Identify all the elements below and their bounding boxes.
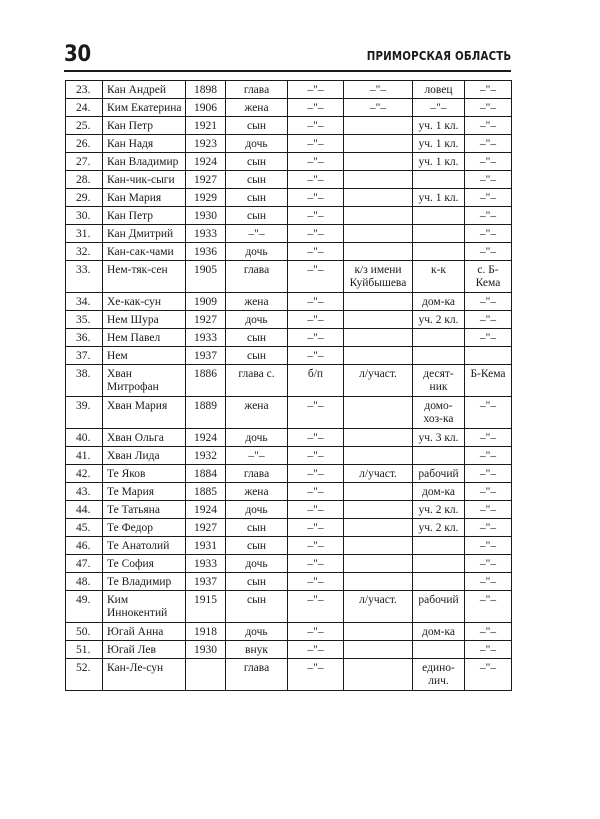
row-number-cell: 44. bbox=[66, 501, 103, 519]
birth-year-cell: 1937 bbox=[186, 347, 226, 365]
birth-year-cell: 1905 bbox=[186, 261, 226, 293]
occupation-cell: уч. 1 кл. bbox=[413, 153, 465, 171]
workplace-cell bbox=[344, 537, 413, 555]
relation-cell: –"– bbox=[226, 447, 288, 465]
party-cell: –"– bbox=[288, 99, 344, 117]
table-row bbox=[66, 623, 512, 641]
row-number-cell: 27. bbox=[66, 153, 103, 171]
party-cell: –"– bbox=[288, 153, 344, 171]
name-cell: Ким Иннокентий bbox=[103, 591, 186, 623]
name-cell: Кан Дмитрий bbox=[103, 225, 186, 243]
workplace-cell bbox=[344, 555, 413, 573]
row-number-cell: 40. bbox=[66, 429, 103, 447]
residence-cell: –"– bbox=[465, 397, 512, 429]
occupation-cell: рабочий bbox=[413, 591, 465, 623]
residence-cell: –"– bbox=[465, 537, 512, 555]
row-number-cell: 30. bbox=[66, 207, 103, 225]
residence-cell: –"– bbox=[465, 311, 512, 329]
relation-cell: сын bbox=[226, 171, 288, 189]
party-cell: –"– bbox=[288, 81, 344, 99]
name-cell: Кан Петр bbox=[103, 117, 186, 135]
relation-cell: жена bbox=[226, 483, 288, 501]
page-title: ПРИМОРСКАЯ ОБЛАСТЬ bbox=[366, 48, 511, 63]
residence-cell: –"– bbox=[465, 483, 512, 501]
row-number-cell: 23. bbox=[66, 81, 103, 99]
row-number-cell: 37. bbox=[66, 347, 103, 365]
table-row bbox=[66, 429, 512, 447]
occupation-cell bbox=[413, 573, 465, 591]
workplace-cell bbox=[344, 347, 413, 365]
name-cell: Хе-как-сун bbox=[103, 293, 186, 311]
party-cell: –"– bbox=[288, 483, 344, 501]
relation-cell: –"– bbox=[226, 225, 288, 243]
party-cell: –"– bbox=[288, 641, 344, 659]
party-cell: –"– bbox=[288, 171, 344, 189]
party-cell: –"– bbox=[288, 311, 344, 329]
residence-cell bbox=[465, 347, 512, 365]
birth-year-cell: 1923 bbox=[186, 135, 226, 153]
occupation-cell: десят-ник bbox=[413, 365, 465, 397]
row-number-cell: 31. bbox=[66, 225, 103, 243]
name-cell: Те Татьяна bbox=[103, 501, 186, 519]
occupation-cell bbox=[413, 447, 465, 465]
table-row bbox=[66, 225, 512, 243]
relation-cell: дочь bbox=[226, 243, 288, 261]
table-row bbox=[66, 207, 512, 225]
party-cell: –"– bbox=[288, 555, 344, 573]
birth-year-cell: 1927 bbox=[186, 519, 226, 537]
residence-cell: –"– bbox=[465, 225, 512, 243]
party-cell: –"– bbox=[288, 329, 344, 347]
row-number-cell: 29. bbox=[66, 189, 103, 207]
birth-year-cell: 1889 bbox=[186, 397, 226, 429]
party-cell: б/п bbox=[288, 365, 344, 397]
workplace-cell bbox=[344, 623, 413, 641]
table-row bbox=[66, 329, 512, 347]
residence-cell: –"– bbox=[465, 429, 512, 447]
birth-year-cell: 1906 bbox=[186, 99, 226, 117]
birth-year-cell: 1898 bbox=[186, 81, 226, 99]
relation-cell: глава с. bbox=[226, 365, 288, 397]
workplace-cell bbox=[344, 225, 413, 243]
residence-cell: Б-Кема bbox=[465, 365, 512, 397]
row-number-cell: 46. bbox=[66, 537, 103, 555]
relation-cell: сын bbox=[226, 591, 288, 623]
workplace-cell bbox=[344, 573, 413, 591]
birth-year-cell: 1933 bbox=[186, 555, 226, 573]
workplace-cell bbox=[344, 501, 413, 519]
birth-year-cell: 1886 bbox=[186, 365, 226, 397]
birth-year-cell: 1933 bbox=[186, 225, 226, 243]
row-number-cell: 32. bbox=[66, 243, 103, 261]
party-cell: –"– bbox=[288, 447, 344, 465]
birth-year-cell: 1936 bbox=[186, 243, 226, 261]
workplace-cell bbox=[344, 311, 413, 329]
birth-year-cell bbox=[186, 659, 226, 691]
party-cell: –"– bbox=[288, 293, 344, 311]
residence-cell: –"– bbox=[465, 329, 512, 347]
workplace-cell: к/з имени Куйбышева bbox=[344, 261, 413, 293]
table-row bbox=[66, 555, 512, 573]
birth-year-cell: 1884 bbox=[186, 465, 226, 483]
workplace-cell: л/участ. bbox=[344, 591, 413, 623]
residence-cell: –"– bbox=[465, 447, 512, 465]
party-cell: –"– bbox=[288, 429, 344, 447]
row-number-cell: 49. bbox=[66, 591, 103, 623]
residence-cell: –"– bbox=[465, 501, 512, 519]
name-cell: Нем Павел bbox=[103, 329, 186, 347]
birth-year-cell: 1930 bbox=[186, 641, 226, 659]
name-cell: Кан Мария bbox=[103, 189, 186, 207]
name-cell: Нем Шура bbox=[103, 311, 186, 329]
relation-cell: сын bbox=[226, 153, 288, 171]
birth-year-cell: 1933 bbox=[186, 329, 226, 347]
party-cell: –"– bbox=[288, 189, 344, 207]
residence-cell: –"– bbox=[465, 623, 512, 641]
occupation-cell bbox=[413, 329, 465, 347]
relation-cell: сын bbox=[226, 329, 288, 347]
residence-cell: –"– bbox=[465, 591, 512, 623]
table-row bbox=[66, 465, 512, 483]
row-number-cell: 36. bbox=[66, 329, 103, 347]
row-number-cell: 38. bbox=[66, 365, 103, 397]
relation-cell: дочь bbox=[226, 311, 288, 329]
party-cell: –"– bbox=[288, 623, 344, 641]
workplace-cell bbox=[344, 659, 413, 691]
residence-cell: –"– bbox=[465, 293, 512, 311]
occupation-cell: уч. 1 кл. bbox=[413, 135, 465, 153]
occupation-cell bbox=[413, 243, 465, 261]
relation-cell: дочь bbox=[226, 135, 288, 153]
workplace-cell bbox=[344, 243, 413, 261]
party-cell: –"– bbox=[288, 243, 344, 261]
name-cell: Югай Лев bbox=[103, 641, 186, 659]
table-row bbox=[66, 171, 512, 189]
party-cell: –"– bbox=[288, 397, 344, 429]
relation-cell: жена bbox=[226, 397, 288, 429]
residence-cell: –"– bbox=[465, 641, 512, 659]
residence-cell: –"– bbox=[465, 465, 512, 483]
table-row bbox=[66, 261, 512, 293]
birth-year-cell: 1924 bbox=[186, 501, 226, 519]
workplace-cell bbox=[344, 429, 413, 447]
residence-cell: –"– bbox=[465, 207, 512, 225]
name-cell: Хван Мария bbox=[103, 397, 186, 429]
table-row bbox=[66, 99, 512, 117]
row-number-cell: 47. bbox=[66, 555, 103, 573]
workplace-cell bbox=[344, 519, 413, 537]
row-number-cell: 45. bbox=[66, 519, 103, 537]
relation-cell: дочь bbox=[226, 429, 288, 447]
table-row bbox=[66, 591, 512, 623]
relation-cell: сын bbox=[226, 207, 288, 225]
party-cell: –"– bbox=[288, 465, 344, 483]
row-number-cell: 43. bbox=[66, 483, 103, 501]
residence-cell: –"– bbox=[465, 153, 512, 171]
birth-year-cell: 1929 bbox=[186, 189, 226, 207]
birth-year-cell: 1924 bbox=[186, 153, 226, 171]
census-table-body bbox=[66, 81, 512, 691]
table-row bbox=[66, 117, 512, 135]
name-cell: Кан-Ле-сун bbox=[103, 659, 186, 691]
row-number-cell: 33. bbox=[66, 261, 103, 293]
table-row bbox=[66, 537, 512, 555]
row-number-cell: 48. bbox=[66, 573, 103, 591]
occupation-cell: уч. 2 кл. bbox=[413, 519, 465, 537]
name-cell: Югай Анна bbox=[103, 623, 186, 641]
row-number-cell: 42. bbox=[66, 465, 103, 483]
party-cell: –"– bbox=[288, 573, 344, 591]
name-cell: Те Мария bbox=[103, 483, 186, 501]
name-cell: Кан Владимир bbox=[103, 153, 186, 171]
relation-cell: сын bbox=[226, 189, 288, 207]
occupation-cell: уч. 2 кл. bbox=[413, 501, 465, 519]
name-cell: Ким Екатерина bbox=[103, 99, 186, 117]
row-number-cell: 34. bbox=[66, 293, 103, 311]
name-cell: Те Яков bbox=[103, 465, 186, 483]
relation-cell: дочь bbox=[226, 623, 288, 641]
table-row bbox=[66, 311, 512, 329]
workplace-cell bbox=[344, 329, 413, 347]
occupation-cell: уч. 1 кл. bbox=[413, 189, 465, 207]
relation-cell: глава bbox=[226, 465, 288, 483]
party-cell: –"– bbox=[288, 261, 344, 293]
table-row bbox=[66, 153, 512, 171]
relation-cell: жена bbox=[226, 293, 288, 311]
occupation-cell: –"– bbox=[413, 99, 465, 117]
occupation-cell: уч. 3 кл. bbox=[413, 429, 465, 447]
row-number-cell: 24. bbox=[66, 99, 103, 117]
residence-cell: –"– bbox=[465, 519, 512, 537]
occupation-cell bbox=[413, 207, 465, 225]
birth-year-cell: 1927 bbox=[186, 311, 226, 329]
row-number-cell: 25. bbox=[66, 117, 103, 135]
workplace-cell bbox=[344, 207, 413, 225]
birth-year-cell: 1909 bbox=[186, 293, 226, 311]
occupation-cell: уч. 1 кл. bbox=[413, 117, 465, 135]
table-row bbox=[66, 483, 512, 501]
name-cell: Кан-чик-сыги bbox=[103, 171, 186, 189]
relation-cell: сын bbox=[226, 537, 288, 555]
occupation-cell: дом-ка bbox=[413, 623, 465, 641]
residence-cell: –"– bbox=[465, 573, 512, 591]
relation-cell: сын bbox=[226, 347, 288, 365]
table-row bbox=[66, 641, 512, 659]
relation-cell: дочь bbox=[226, 501, 288, 519]
census-table bbox=[65, 80, 512, 691]
table-row bbox=[66, 659, 512, 691]
name-cell: Кан Андрей bbox=[103, 81, 186, 99]
row-number-cell: 41. bbox=[66, 447, 103, 465]
name-cell: Те Анатолий bbox=[103, 537, 186, 555]
workplace-cell: л/участ. bbox=[344, 465, 413, 483]
relation-cell: глава bbox=[226, 659, 288, 691]
residence-cell: –"– bbox=[465, 81, 512, 99]
party-cell: –"– bbox=[288, 501, 344, 519]
birth-year-cell: 1931 bbox=[186, 537, 226, 555]
table-row bbox=[66, 135, 512, 153]
occupation-cell: рабочий bbox=[413, 465, 465, 483]
table-row bbox=[66, 447, 512, 465]
row-number-cell: 51. bbox=[66, 641, 103, 659]
occupation-cell bbox=[413, 555, 465, 573]
workplace-cell bbox=[344, 117, 413, 135]
name-cell: Нем bbox=[103, 347, 186, 365]
occupation-cell bbox=[413, 171, 465, 189]
name-cell: Кан Петр bbox=[103, 207, 186, 225]
name-cell: Хван Ольга bbox=[103, 429, 186, 447]
workplace-cell: –"– bbox=[344, 81, 413, 99]
occupation-cell bbox=[413, 641, 465, 659]
workplace-cell bbox=[344, 153, 413, 171]
occupation-cell: уч. 2 кл. bbox=[413, 311, 465, 329]
party-cell: –"– bbox=[288, 347, 344, 365]
name-cell: Те Федор bbox=[103, 519, 186, 537]
party-cell: –"– bbox=[288, 207, 344, 225]
relation-cell: глава bbox=[226, 261, 288, 293]
table-row bbox=[66, 573, 512, 591]
name-cell: Хван Митрофан bbox=[103, 365, 186, 397]
residence-cell: –"– bbox=[465, 555, 512, 573]
party-cell: –"– bbox=[288, 117, 344, 135]
relation-cell: внук bbox=[226, 641, 288, 659]
workplace-cell bbox=[344, 171, 413, 189]
birth-year-cell: 1930 bbox=[186, 207, 226, 225]
header-rule bbox=[64, 70, 511, 72]
row-number-cell: 35. bbox=[66, 311, 103, 329]
workplace-cell bbox=[344, 189, 413, 207]
occupation-cell bbox=[413, 347, 465, 365]
page-number: 30 bbox=[64, 42, 91, 67]
table-row bbox=[66, 347, 512, 365]
name-cell: Хван Лида bbox=[103, 447, 186, 465]
party-cell: –"– bbox=[288, 519, 344, 537]
page-header bbox=[64, 40, 511, 72]
occupation-cell bbox=[413, 537, 465, 555]
workplace-cell bbox=[344, 483, 413, 501]
residence-cell: с. Б-Кема bbox=[465, 261, 512, 293]
row-number-cell: 28. bbox=[66, 171, 103, 189]
workplace-cell bbox=[344, 447, 413, 465]
residence-cell: –"– bbox=[465, 117, 512, 135]
party-cell: –"– bbox=[288, 537, 344, 555]
residence-cell: –"– bbox=[465, 659, 512, 691]
workplace-cell bbox=[344, 293, 413, 311]
table-row bbox=[66, 365, 512, 397]
birth-year-cell: 1932 bbox=[186, 447, 226, 465]
row-number-cell: 52. bbox=[66, 659, 103, 691]
name-cell: Кан Надя bbox=[103, 135, 186, 153]
relation-cell: сын bbox=[226, 573, 288, 591]
party-cell: –"– bbox=[288, 225, 344, 243]
name-cell: Те Владимир bbox=[103, 573, 186, 591]
table-row bbox=[66, 397, 512, 429]
row-number-cell: 26. bbox=[66, 135, 103, 153]
occupation-cell: домо-хоз-ка bbox=[413, 397, 465, 429]
party-cell: –"– bbox=[288, 135, 344, 153]
birth-year-cell: 1924 bbox=[186, 429, 226, 447]
workplace-cell bbox=[344, 397, 413, 429]
table-row bbox=[66, 81, 512, 99]
relation-cell: глава bbox=[226, 81, 288, 99]
table-row bbox=[66, 243, 512, 261]
name-cell: Те София bbox=[103, 555, 186, 573]
residence-cell: –"– bbox=[465, 99, 512, 117]
relation-cell: жена bbox=[226, 99, 288, 117]
occupation-cell: едино-лич. bbox=[413, 659, 465, 691]
workplace-cell bbox=[344, 135, 413, 153]
occupation-cell: к-к bbox=[413, 261, 465, 293]
relation-cell: сын bbox=[226, 117, 288, 135]
table-row bbox=[66, 519, 512, 537]
relation-cell: сын bbox=[226, 519, 288, 537]
birth-year-cell: 1918 bbox=[186, 623, 226, 641]
birth-year-cell: 1915 bbox=[186, 591, 226, 623]
occupation-cell: дом-ка bbox=[413, 483, 465, 501]
name-cell: Нем-тяк-сен bbox=[103, 261, 186, 293]
party-cell: –"– bbox=[288, 659, 344, 691]
workplace-cell bbox=[344, 641, 413, 659]
relation-cell: дочь bbox=[226, 555, 288, 573]
table-row bbox=[66, 293, 512, 311]
occupation-cell: ловец bbox=[413, 81, 465, 99]
table-row bbox=[66, 189, 512, 207]
birth-year-cell: 1927 bbox=[186, 171, 226, 189]
occupation-cell: дом-ка bbox=[413, 293, 465, 311]
residence-cell: –"– bbox=[465, 135, 512, 153]
birth-year-cell: 1885 bbox=[186, 483, 226, 501]
residence-cell: –"– bbox=[465, 189, 512, 207]
workplace-cell: л/участ. bbox=[344, 365, 413, 397]
occupation-cell bbox=[413, 225, 465, 243]
residence-cell: –"– bbox=[465, 243, 512, 261]
birth-year-cell: 1921 bbox=[186, 117, 226, 135]
birth-year-cell: 1937 bbox=[186, 573, 226, 591]
workplace-cell: –"– bbox=[344, 99, 413, 117]
row-number-cell: 39. bbox=[66, 397, 103, 429]
residence-cell: –"– bbox=[465, 171, 512, 189]
table-row bbox=[66, 501, 512, 519]
party-cell: –"– bbox=[288, 591, 344, 623]
row-number-cell: 50. bbox=[66, 623, 103, 641]
name-cell: Кан-сак-чами bbox=[103, 243, 186, 261]
